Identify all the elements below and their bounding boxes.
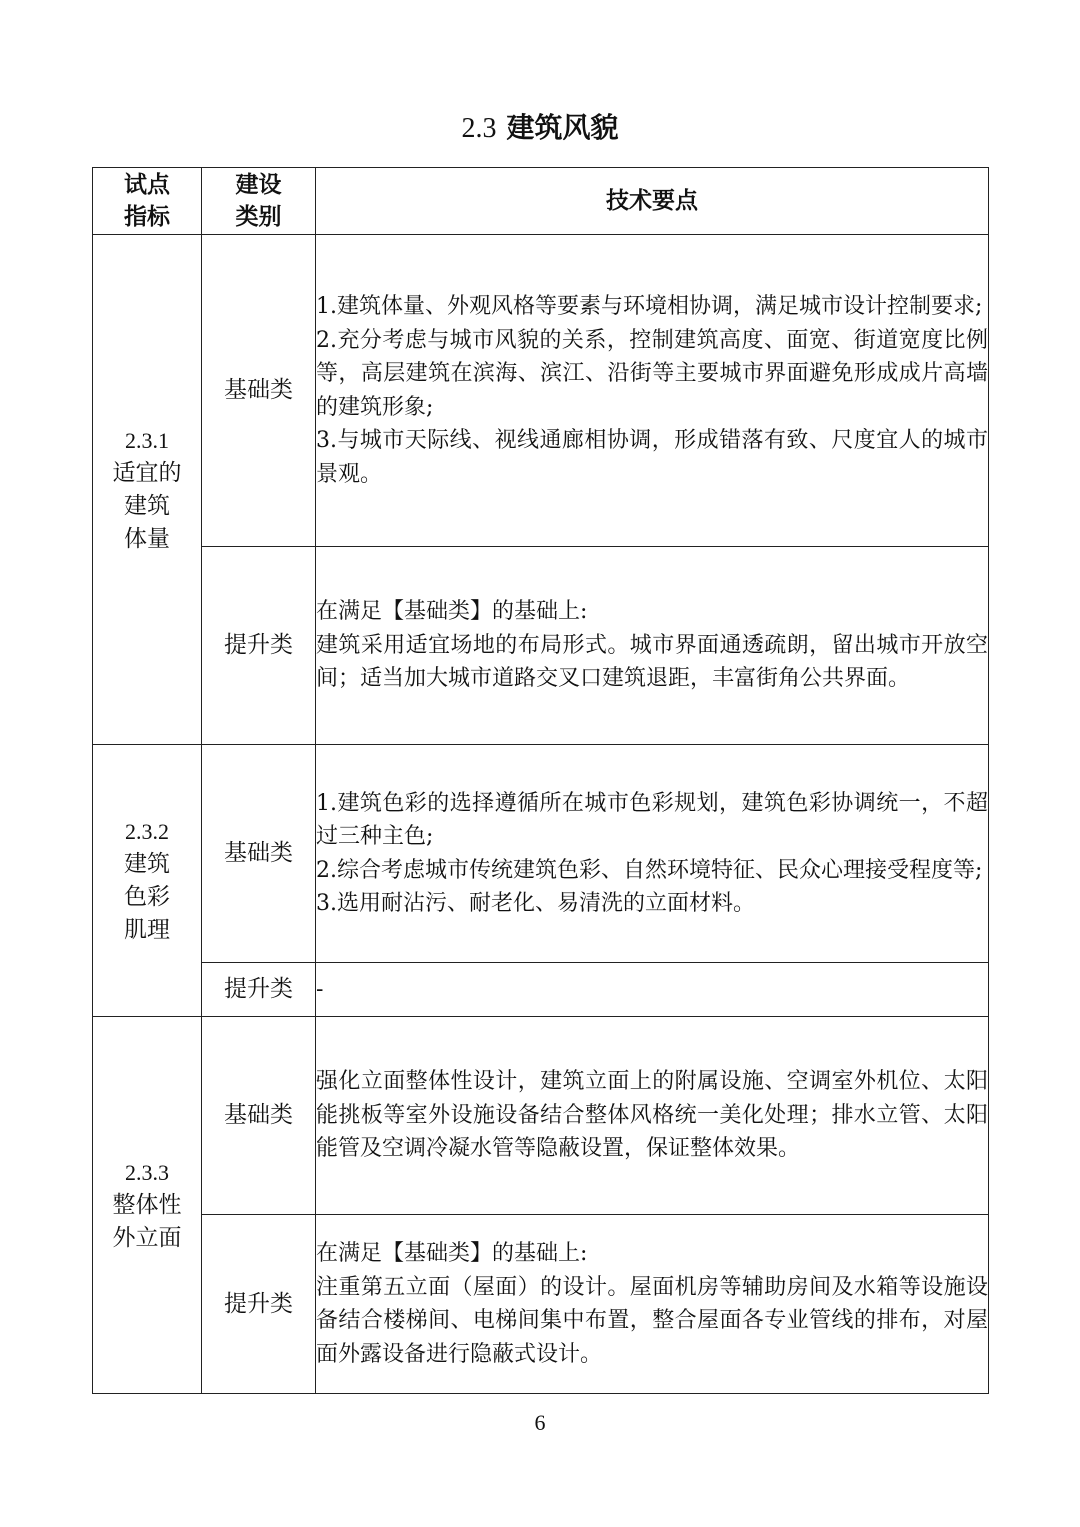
page-title xyxy=(0,108,1080,149)
category-cell: 基础类 xyxy=(202,745,316,963)
header-indicator-line: 试点 xyxy=(124,171,170,198)
section-number: 2.3 xyxy=(461,113,497,144)
category-cell: 提升类 xyxy=(202,547,316,745)
header-indicator xyxy=(93,168,202,235)
point-text: 3.与城市天际线、视线通廊相协调，形成错落有致、尺度宜人的城市景观。 xyxy=(316,428,988,487)
header-points: 技术要点 xyxy=(316,168,989,235)
table-row xyxy=(93,1215,989,1394)
table-row xyxy=(93,235,989,547)
point-text: 1.建筑体量、外观风格等要素与环境相协调，满足城市设计控制要求; xyxy=(316,294,983,319)
point-text: 在满足【基础类】的基础上: xyxy=(316,599,588,625)
points-cell xyxy=(316,745,989,963)
technical-points-table xyxy=(92,167,989,1394)
category-cell: 基础类 xyxy=(202,235,316,547)
point-text: 建筑采用适宜场地的布局形式。城市界面通透疏朗，留出城市开放空间；适当加大城市道路交叉口建筑退距，丰富街角公共界面。 xyxy=(316,632,988,692)
indicator-code: 2.3.1 xyxy=(125,427,169,453)
point-text: 2.充分考虑与城市风貌的关系，控制建筑高度、面宽、街道宽度比例等，高层建筑在滨海、滨江、沿街等主要城市界面避免形成成片高墙的建筑形象; xyxy=(316,327,988,420)
point-text: - xyxy=(316,976,324,1002)
points-cell xyxy=(316,963,989,1017)
point-text: 1.建筑色彩的选择遵循所在城市色彩规划，建筑色彩协调统一，不超过三种主色; xyxy=(316,790,988,849)
table-row xyxy=(93,547,989,745)
indicator-name: 整体性 xyxy=(112,1191,182,1218)
indicator-cell xyxy=(93,1017,202,1394)
indicator-name: 肌理 xyxy=(124,916,170,943)
header-category-line: 建设 xyxy=(235,171,282,198)
page-number: 6 xyxy=(534,1410,546,1435)
indicator-name: 色彩 xyxy=(124,883,170,910)
point-text: 3.选用耐沾污、耐老化、易清洗的立面材料。 xyxy=(316,891,755,916)
indicator-code: 2.3.2 xyxy=(125,818,169,844)
indicator-cell xyxy=(93,745,202,1017)
points-cell xyxy=(316,235,989,547)
header-category xyxy=(202,168,316,235)
table-row xyxy=(93,963,989,1017)
indicator-name: 建筑 xyxy=(124,492,170,519)
indicator-name: 建筑 xyxy=(124,850,170,877)
table-row xyxy=(93,745,989,963)
section-title: 建筑风貌 xyxy=(506,111,619,144)
points-cell xyxy=(316,1215,989,1394)
header-category-line: 类别 xyxy=(235,203,282,230)
points-cell xyxy=(316,1017,989,1215)
point-text: 2.综合考虑城市传统建筑色彩、自然环境特征、民众心理接受程度等; xyxy=(316,857,983,883)
indicator-code: 2.3.3 xyxy=(125,1159,169,1185)
indicator-cell xyxy=(93,235,202,745)
indicator-name: 适宜的 xyxy=(112,459,182,486)
table-header-row xyxy=(93,168,989,235)
points-cell xyxy=(316,547,989,745)
indicator-name: 体量 xyxy=(124,525,170,552)
point-text: 强化立面整体性设计，建筑立面上的附属设施、空调室外机位、太阳能挑板等室外设施设备结合整体风格统一美化处理；排水立管、太阳能管及空调冷凝水管等隐蔽设置，保证整体效果。 xyxy=(316,1069,988,1162)
category-cell: 提升类 xyxy=(202,963,316,1017)
category-cell: 基础类 xyxy=(202,1017,316,1215)
table-row xyxy=(93,1017,989,1215)
category-cell: 提升类 xyxy=(202,1215,316,1394)
point-text: 在满足【基础类】的基础上: xyxy=(316,1241,588,1266)
header-indicator-line: 指标 xyxy=(124,203,170,230)
indicator-name: 外立面 xyxy=(112,1224,182,1251)
point-text: 注重第五立面（屋面）的设计。屋面机房等辅助房间及水箱等设施设备结合楼梯间、电梯间集中布置，整合屋面各专业管线的排布，对屋面外露设备进行隐蔽式设计。 xyxy=(316,1274,988,1367)
